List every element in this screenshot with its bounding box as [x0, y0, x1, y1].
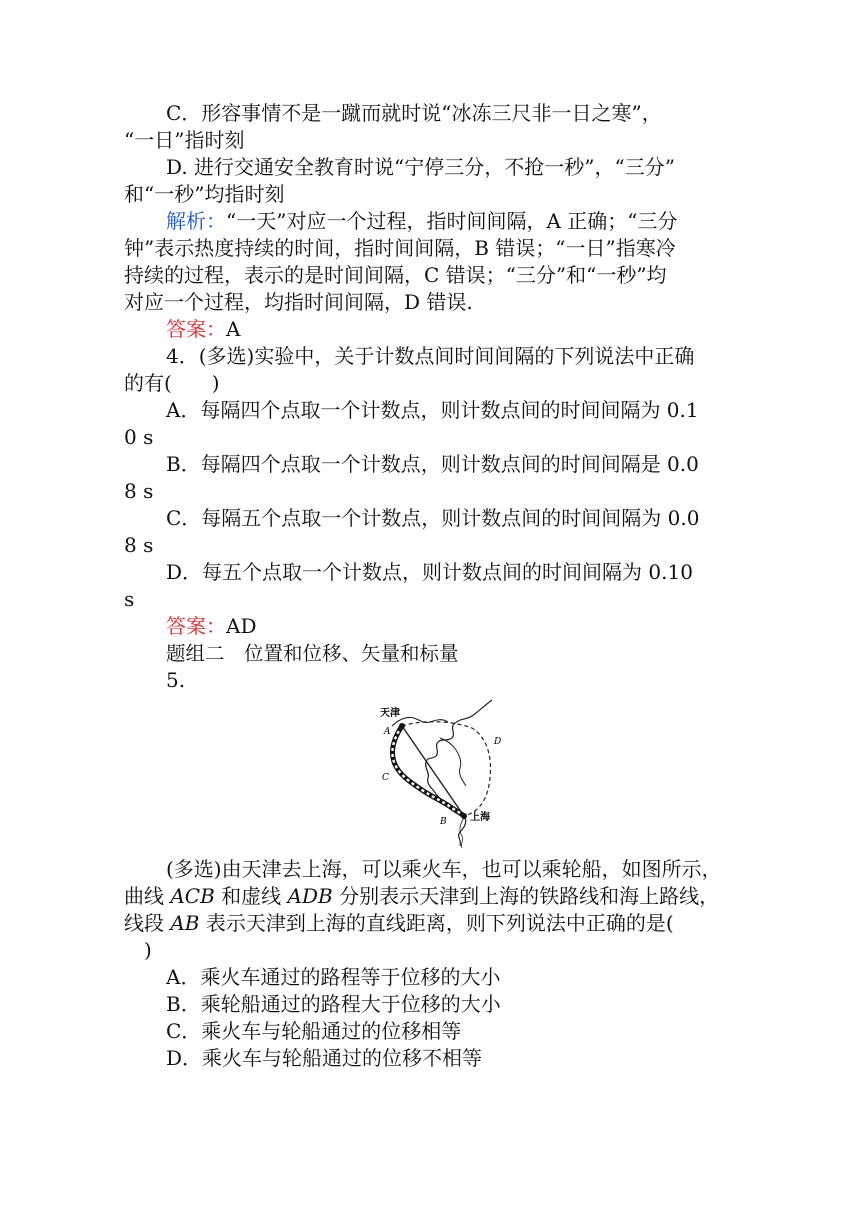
text-span: 曲线 — [124, 884, 171, 908]
q5-option-a: A．乘火车通过的路程等于位移的大小 — [166, 965, 501, 989]
q5-number: 5. — [166, 668, 186, 692]
q3-answer — [124, 316, 740, 343]
q4-stem-line1: 4．(多选)实验中，关于计数点间时间间隔的下列说法中正确 — [166, 344, 695, 368]
q5-stem-line2 — [124, 883, 740, 910]
q3-option-c-line2: “一日”指时刻 — [124, 128, 245, 152]
q5-stem-line3 — [124, 910, 740, 937]
text-span: 分别表示天津到上海的铁路线和海上路线， — [332, 884, 720, 908]
q4-option-c-line1: C．每隔五个点取一个计数点，则计数点间的时间间隔为 0.0 — [166, 506, 700, 530]
answer-value: A — [226, 317, 241, 341]
text-span: 和虚线 — [214, 884, 288, 908]
q4-option-a-line1: A．每隔四个点取一个计数点，则计数点间的时间间隔为 0.1 — [166, 398, 699, 422]
q4-option-b-line2: 8 s — [124, 479, 154, 503]
text-span: 表示天津到上海的直线距离，则下列说法中正确的是( — [199, 911, 674, 935]
analysis-text: “一天”对应一个过程，指时间间隔，A 正确；“三分 — [226, 209, 678, 233]
q4-option-c-line2: 8 s — [124, 533, 154, 557]
segment-ab: AB — [170, 911, 200, 935]
coastline — [426, 700, 492, 846]
q4-option-d-line2: s — [124, 587, 135, 611]
curve-acb: ACB — [170, 884, 215, 908]
text-span: 线段 — [124, 911, 171, 935]
section-title: 题组二 位置和位移、矢量和标量 — [166, 642, 459, 665]
q5-stem-line4: ) — [124, 938, 152, 962]
curve-adb: ADB — [287, 884, 333, 908]
q4-option-a-line2: 0 s — [124, 425, 154, 449]
railway-acb-ties — [392, 726, 464, 816]
q3-analysis-line1 — [124, 208, 740, 235]
q3-option-d-line2: 和“一秒”均指时刻 — [124, 182, 285, 206]
q3-analysis-line4: 对应一个过程，均指时间间隔，D 错误. — [124, 290, 473, 314]
route-map-figure — [380, 698, 510, 848]
railway-acb — [392, 726, 464, 816]
q4-answer — [124, 613, 740, 640]
answer-label: 答案： — [166, 614, 226, 638]
label-d: D — [494, 737, 502, 747]
q5-stem-line1: (多选)由天津去上海，可以乘火车，也可以乘轮船，如图所示， — [166, 857, 722, 881]
document-page — [124, 100, 740, 1072]
q5-option-d: D．乘火车与轮船通过的位移不相等 — [166, 1046, 483, 1070]
q3-analysis-line3: 持续的过程，表示的是时间间隔，C 错误；“三分”和“一秒”均 — [124, 263, 667, 287]
straight-line-ab — [402, 726, 464, 816]
label-tianjin: 天津 — [380, 708, 400, 719]
answer-label: 答案： — [166, 317, 226, 341]
q4-option-b-line1: B．每隔四个点取一个计数点，则计数点间的时间间隔是 0.0 — [166, 452, 699, 476]
analysis-label: 解析： — [166, 209, 226, 233]
q5-option-c: C．乘火车与轮船通过的位移相等 — [166, 1019, 462, 1043]
label-a: A — [384, 727, 391, 737]
label-c: C — [382, 773, 389, 783]
q4-stem-line2: 的有( ) — [124, 371, 220, 395]
answer-value: AD — [226, 614, 257, 638]
q3-analysis-line2: 钟”表示热度持续的时间，指时间间隔，B 错误；“一日”指寒冷 — [124, 236, 676, 260]
coastline-bay — [440, 738, 466, 786]
point-tianjin — [399, 723, 405, 729]
label-b: B — [440, 817, 447, 827]
q5-option-b: B．乘轮船通过的路程大于位移的大小 — [166, 992, 501, 1016]
q3-option-c-line1: C．形容事情不是一蹴而就时说“冰冻三尺非一日之寒”， — [166, 101, 662, 125]
q4-option-d-line1: D．每五个点取一个计数点，则计数点间的时间间隔为 0.10 — [166, 560, 693, 584]
label-shanghai: 上海 — [470, 812, 490, 823]
q3-option-d-line1: D. 进行交通安全教育时说“宁停三分，不抢一秒”，“三分” — [166, 155, 675, 179]
